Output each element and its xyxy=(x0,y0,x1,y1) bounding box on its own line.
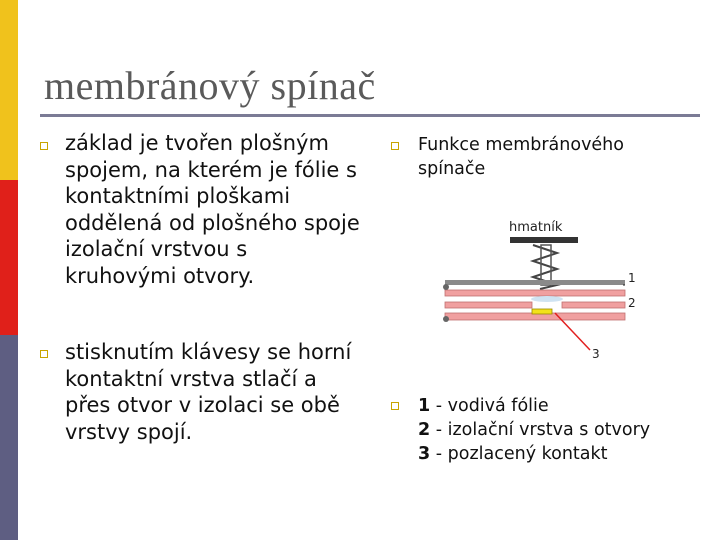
legend xyxy=(418,394,708,466)
screw-icon xyxy=(443,316,449,322)
bullet-square-icon xyxy=(391,402,399,410)
accent-stripe-slate xyxy=(0,335,18,540)
legend-text: - vodivá fólie xyxy=(430,396,549,416)
layer-conductive-foil xyxy=(445,290,625,296)
diagram-heading: Funkce membránového spínače xyxy=(418,135,624,179)
foil-deflection xyxy=(531,296,563,302)
legend-item-1 xyxy=(418,394,708,418)
bullet-square-icon xyxy=(391,142,399,150)
layer-insulation-left xyxy=(445,302,532,308)
layer-insulation-right xyxy=(562,302,625,308)
callout-label-2: 2 xyxy=(628,296,636,310)
accent-stripe-red xyxy=(0,180,18,335)
screw-icon xyxy=(443,284,449,290)
legend-item-3 xyxy=(418,442,708,466)
bullet-text: stisknutím klávesy se horní kontaktní vrstva stlačí a přes otvor v izolaci se obě vrstvy spojí. xyxy=(65,340,352,444)
legend-item-2 xyxy=(418,418,708,442)
callout-label-1: 1 xyxy=(628,271,636,285)
legend-num: 1 xyxy=(418,396,431,416)
callout-label-3: 3 xyxy=(592,347,600,361)
accent-stripe-yellow xyxy=(0,0,18,180)
button-label: hmatník xyxy=(509,220,563,235)
legend-text: - izolační vrstva s otvory xyxy=(430,420,651,440)
bullet-square-icon xyxy=(40,350,48,358)
legend-num: 2 xyxy=(418,420,431,440)
top-plate xyxy=(445,280,625,285)
button-cap xyxy=(510,237,578,243)
gold-contact xyxy=(532,309,552,314)
slide-title: membránový spínač xyxy=(44,63,376,108)
title-divider xyxy=(40,114,700,117)
legend-text: - pozlacený kontakt xyxy=(430,444,608,464)
membrane-switch-diagram xyxy=(425,215,640,365)
bullet-text: základ je tvořen plošným spojem, na kterém je fólie s kontaktními ploškami oddělená od plošného spoje izolační vrstvou s kruhovými otvory. xyxy=(65,131,360,288)
legend-num: 3 xyxy=(418,444,431,464)
bullet-square-icon xyxy=(40,142,48,150)
